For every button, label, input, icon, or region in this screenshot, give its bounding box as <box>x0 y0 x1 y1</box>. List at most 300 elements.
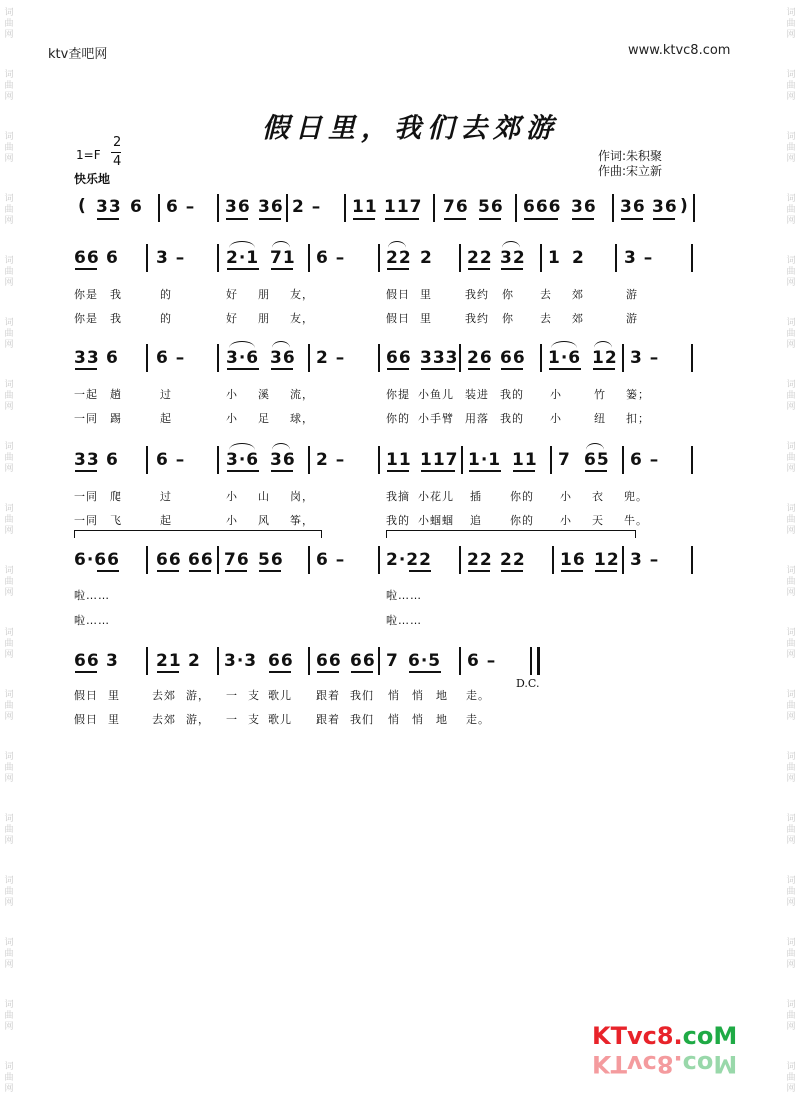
lyric: 小蝈蝈 <box>418 514 454 527</box>
composer-credit: 作曲:宋立新 <box>598 164 663 178</box>
lyric: 我的 <box>500 412 524 425</box>
barline <box>378 446 380 474</box>
note: 7 <box>386 651 399 671</box>
barline <box>552 546 554 574</box>
note: 66 <box>188 550 214 570</box>
intro-note: 36 <box>652 197 678 217</box>
lyric: 飞 <box>110 514 122 527</box>
beam <box>271 368 293 370</box>
logo-text-green: coM <box>682 1022 738 1050</box>
barline <box>217 344 219 372</box>
note: 6·66 <box>74 550 120 570</box>
barline <box>146 546 148 574</box>
lyric: 筝， <box>290 514 314 527</box>
lyric: 小 <box>226 412 238 425</box>
score-line-4 <box>0 530 800 630</box>
watermark-text: 词 曲 网 <box>4 1062 14 1094</box>
watermark-text: 词 曲 网 <box>4 442 14 474</box>
note: 6 – <box>156 450 186 470</box>
lyric: 走。 <box>466 713 490 726</box>
beam <box>501 570 523 572</box>
note: 66 <box>156 550 182 570</box>
final-barline <box>537 647 540 675</box>
lyric: 游 <box>626 288 638 301</box>
beam <box>75 268 97 270</box>
barline <box>158 194 160 222</box>
lyric: 地 <box>436 689 448 702</box>
watermark-text: 词 曲 网 <box>786 752 796 784</box>
barline <box>146 244 148 272</box>
lyric: 一起 <box>74 388 98 401</box>
note: 33 <box>74 348 100 368</box>
beam <box>469 470 501 472</box>
watermark-text: 词 曲 网 <box>786 1000 796 1032</box>
lyric: 球， <box>290 412 314 425</box>
note: 1·1 <box>468 450 502 470</box>
lyric: 好 <box>226 312 238 325</box>
lyric: 一同 <box>74 490 98 503</box>
lyric: 足 <box>258 412 270 425</box>
lyric: 牛。 <box>624 514 648 527</box>
time-signature-bottom: 4 <box>113 154 122 169</box>
lyric: 你是 <box>74 288 98 301</box>
barline <box>146 647 148 675</box>
lyric: 装进 <box>465 388 489 401</box>
watermark-text: 词 曲 网 <box>4 690 14 722</box>
beam <box>75 671 97 673</box>
watermark-text: 词 曲 网 <box>786 318 796 350</box>
note: 2 <box>572 248 585 268</box>
note: 1·6 <box>548 348 582 368</box>
beam <box>513 470 535 472</box>
beam <box>189 570 211 572</box>
lyric: 朋 <box>258 288 270 301</box>
note: 6 – <box>467 651 497 671</box>
barline <box>515 194 517 222</box>
watermark-text: 词 曲 网 <box>4 814 14 846</box>
note: 66 <box>386 348 412 368</box>
watermark-text: 词 曲 网 <box>4 194 14 226</box>
logo-reflection-green: coM <box>682 1050 738 1078</box>
score-line-3 <box>0 442 800 532</box>
beam <box>444 218 466 220</box>
watermark-text: 词 曲 网 <box>4 1000 14 1032</box>
lyric: 去郊 <box>152 689 176 702</box>
lyric: 过 <box>160 388 172 401</box>
watermark-text: 词 曲 网 <box>786 132 796 164</box>
barline <box>540 344 542 372</box>
site-url: www.ktvc8.com <box>628 43 731 58</box>
watermark-text: 词 曲 网 <box>786 938 796 970</box>
note: 22 <box>467 248 493 268</box>
note: 12 <box>594 550 620 570</box>
barline <box>308 446 310 474</box>
note: 3·6 <box>226 450 260 470</box>
beam <box>353 218 375 220</box>
lyric: 起 <box>160 412 172 425</box>
beam <box>468 570 490 572</box>
beam <box>351 671 373 673</box>
note: 2 – <box>316 450 346 470</box>
lyric: 我的 <box>386 514 410 527</box>
note: 2·22 <box>386 550 432 570</box>
score-line-2 <box>0 340 800 430</box>
note: 66 <box>350 651 376 671</box>
slur <box>272 443 290 450</box>
ktvc8-logo[interactable] <box>592 1022 737 1050</box>
note: 2 <box>188 651 201 671</box>
note: 66 <box>500 348 526 368</box>
intro-open-paren: ( <box>78 196 86 216</box>
lyric: 趟 <box>110 388 122 401</box>
lyric: 我 <box>110 288 122 301</box>
beam <box>653 218 675 220</box>
note: 3 – <box>630 550 660 570</box>
note: 6 <box>106 348 119 368</box>
watermark-text: 词 曲 网 <box>4 70 14 102</box>
beam <box>259 570 281 572</box>
beam <box>227 268 259 270</box>
lyric: 好 <box>226 288 238 301</box>
barline <box>622 546 624 574</box>
lyric: 扣； <box>626 412 650 425</box>
intro-close-paren: ) <box>680 196 688 216</box>
beam <box>501 268 523 270</box>
note: 11 <box>512 450 538 470</box>
intro-note: 6 <box>130 197 143 217</box>
beam <box>75 368 97 370</box>
note: 2 <box>420 248 433 268</box>
lyric: 支 <box>248 713 260 726</box>
lyric: 风 <box>258 514 270 527</box>
score-line-5 <box>0 643 800 733</box>
phrase-bracket <box>74 530 322 538</box>
barline <box>691 546 693 574</box>
watermark-text: 词 曲 网 <box>786 876 796 908</box>
watermark-text: 词 曲 网 <box>786 442 796 474</box>
barline <box>459 244 461 272</box>
watermark-text: 词 曲 网 <box>4 752 14 784</box>
beam <box>227 470 259 472</box>
intro-line <box>0 190 800 230</box>
beam <box>97 570 119 572</box>
lyric: 游， <box>186 689 210 702</box>
watermark-text: 词 曲 网 <box>786 504 796 536</box>
lyric: 地 <box>436 713 448 726</box>
barline <box>622 446 624 474</box>
lyric: 朋 <box>258 312 270 325</box>
lyric: 一 <box>226 689 238 702</box>
score-line-1 <box>0 240 800 330</box>
intro-note: 36 <box>225 197 251 217</box>
lyric: 里 <box>420 288 432 301</box>
barline <box>217 647 219 675</box>
note: 56 <box>258 550 284 570</box>
beam <box>524 218 558 220</box>
note: 6 <box>106 248 119 268</box>
note: 6 – <box>316 248 346 268</box>
lyric: 啦…… <box>386 589 422 602</box>
intro-note: 33 <box>96 197 122 217</box>
note: 6 <box>106 450 119 470</box>
site-name: ktv查吧网 <box>48 47 108 62</box>
lyric: 岗， <box>290 490 314 503</box>
lyric: 篓； <box>626 388 650 401</box>
barline <box>691 244 693 272</box>
note: 3 – <box>156 248 186 268</box>
note: 6 – <box>630 450 660 470</box>
lyric: 悄 <box>388 713 400 726</box>
watermark-text: 词 曲 网 <box>4 628 14 660</box>
lyric: 起 <box>160 514 172 527</box>
lyric: 假日 <box>386 288 410 301</box>
barline <box>693 194 695 222</box>
slur <box>272 241 290 248</box>
da-capo-mark: D.C. <box>516 677 540 690</box>
lyric: 我们 <box>350 689 374 702</box>
intro-note: 6 – <box>166 197 196 217</box>
intro-note: 36 <box>258 197 284 217</box>
lyric: 里 <box>420 312 432 325</box>
watermark-text: 词 曲 网 <box>4 938 14 970</box>
watermark-text: 词 曲 网 <box>4 256 14 288</box>
watermark-text: 词 曲 网 <box>786 256 796 288</box>
barline <box>378 546 380 574</box>
note: 26 <box>467 348 493 368</box>
lyric: 里 <box>108 713 120 726</box>
lyric: 的 <box>160 312 172 325</box>
intro-note: 2 – <box>292 197 322 217</box>
watermark-text: 词 曲 网 <box>786 8 796 40</box>
lyric: 郊 <box>572 312 584 325</box>
intro-note: 36 <box>571 197 597 217</box>
barline <box>378 647 380 675</box>
barline <box>622 344 624 372</box>
note: 6 – <box>156 348 186 368</box>
beam <box>227 368 259 370</box>
lyric: 假日 <box>74 713 98 726</box>
lyric: 踢 <box>110 412 122 425</box>
lyric: 游， <box>186 713 210 726</box>
beam <box>387 368 409 370</box>
lyric: 小手臂 <box>418 412 454 425</box>
barline <box>308 244 310 272</box>
beam <box>157 671 179 673</box>
lyric: 你的 <box>510 514 534 527</box>
beam <box>549 368 581 370</box>
lyric: 一同 <box>74 412 98 425</box>
note: 66 <box>268 651 294 671</box>
slur <box>229 341 255 348</box>
barline <box>217 244 219 272</box>
beam <box>409 671 441 673</box>
note: 6·5 <box>408 651 442 671</box>
barline <box>308 546 310 574</box>
note: 117 <box>420 450 459 470</box>
lyric: 我摘 <box>386 490 410 503</box>
lyricist-credit: 作词:朱积聚 <box>598 149 663 163</box>
lyric: 小鱼儿 <box>418 388 454 401</box>
lyric: 的 <box>160 288 172 301</box>
note: 36 <box>270 450 296 470</box>
lyric: 流， <box>290 388 314 401</box>
watermark-text: 词 曲 网 <box>4 380 14 412</box>
lyric: 小 <box>226 490 238 503</box>
lyric: 小 <box>560 490 572 503</box>
watermark-text: 词 曲 网 <box>4 318 14 350</box>
time-signature-line <box>111 152 121 153</box>
beam <box>226 218 248 220</box>
note: 66 <box>74 248 100 268</box>
intro-note: 56 <box>478 197 504 217</box>
lyric: 纽 <box>594 412 606 425</box>
slur <box>551 341 577 348</box>
beam <box>225 570 247 572</box>
watermark-text: 词 曲 网 <box>4 566 14 598</box>
lyric: 假日 <box>74 689 98 702</box>
song-title: 假日里，我们去郊游 <box>262 113 559 144</box>
watermark-text: 词 曲 网 <box>4 876 14 908</box>
logo-text-red: KTvc8. <box>592 1022 683 1050</box>
barline <box>378 244 380 272</box>
watermark-text: 词 曲 网 <box>786 628 796 660</box>
lyric: 跟着 <box>316 689 340 702</box>
beam <box>468 368 490 370</box>
note: 66 <box>316 651 342 671</box>
lyric: 去郊 <box>152 713 176 726</box>
lyric: 山 <box>258 490 270 503</box>
note: 16 <box>560 550 586 570</box>
watermark-text: 词 曲 网 <box>4 504 14 536</box>
barline <box>550 446 552 474</box>
note: 32 <box>500 248 526 268</box>
barline <box>433 194 435 222</box>
watermark-text: 词 曲 网 <box>786 690 796 722</box>
beam <box>387 470 409 472</box>
note: 7 <box>558 450 571 470</box>
lyric: 一 <box>226 713 238 726</box>
barline <box>459 344 461 372</box>
note: 2·1 <box>226 248 260 268</box>
beam <box>259 218 281 220</box>
lyric: 我约 <box>465 288 489 301</box>
logo-reflection-red: KTvc8. <box>592 1050 683 1078</box>
lyric: 假日 <box>386 312 410 325</box>
beam <box>585 470 607 472</box>
barline <box>344 194 346 222</box>
watermark-text: 词 曲 网 <box>786 566 796 598</box>
beam <box>387 268 409 270</box>
lyric: 小 <box>560 514 572 527</box>
lyric: 你提 <box>386 388 410 401</box>
note: 36 <box>270 348 296 368</box>
barline <box>459 546 461 574</box>
barline <box>217 194 219 222</box>
intro-note: 117 <box>384 197 423 217</box>
lyric: 啦…… <box>386 614 422 627</box>
lyric: 跟着 <box>316 713 340 726</box>
beam <box>97 218 119 220</box>
note: 3·3 <box>224 651 258 671</box>
barline <box>286 194 288 222</box>
note: 65 <box>584 450 610 470</box>
lyric: 悄 <box>412 713 424 726</box>
slur <box>229 241 255 248</box>
lyric: 啦…… <box>74 589 110 602</box>
beam <box>409 570 431 572</box>
slur <box>586 443 604 450</box>
tempo-marking: 快乐地 <box>74 172 111 186</box>
watermark-text: 词 曲 网 <box>4 132 14 164</box>
beam <box>385 218 419 220</box>
beam <box>595 570 617 572</box>
note: 22 <box>500 550 526 570</box>
note: 3·6 <box>226 348 260 368</box>
lyric: 小 <box>226 388 238 401</box>
watermark-text: 词 曲 网 <box>4 8 14 40</box>
lyric: 一同 <box>74 514 98 527</box>
note: 3 – <box>624 248 654 268</box>
lyric: 悄 <box>412 689 424 702</box>
barline <box>146 446 148 474</box>
beam <box>317 671 339 673</box>
slur <box>388 241 406 248</box>
lyric: 歌儿 <box>268 713 292 726</box>
watermark-text: 词 曲 网 <box>786 70 796 102</box>
barline <box>461 446 463 474</box>
beam <box>468 268 490 270</box>
intro-note: 36 <box>620 197 646 217</box>
lyric: 插 <box>470 490 482 503</box>
watermark-text: 词 曲 网 <box>786 814 796 846</box>
lyric: 我约 <box>465 312 489 325</box>
barline <box>691 344 693 372</box>
beam <box>75 470 97 472</box>
lyric: 小 <box>226 514 238 527</box>
lyric: 支 <box>248 689 260 702</box>
lyric: 里 <box>108 689 120 702</box>
barline <box>691 446 693 474</box>
note: 2 – <box>316 348 346 368</box>
lyric: 你 <box>502 312 514 325</box>
watermark-text: 词 曲 网 <box>786 380 796 412</box>
lyric: 友， <box>290 312 314 325</box>
note: 22 <box>467 550 493 570</box>
barline <box>612 194 614 222</box>
lyric: 你是 <box>74 312 98 325</box>
barline <box>308 647 310 675</box>
lyric: 你 <box>502 288 514 301</box>
barline <box>530 647 532 675</box>
beam <box>269 671 291 673</box>
note: 21 <box>156 651 182 671</box>
intro-note: 11 <box>352 197 378 217</box>
lyric: 友， <box>290 288 314 301</box>
barline <box>146 344 148 372</box>
lyric: 小 <box>550 412 562 425</box>
note: 3 <box>106 651 119 671</box>
lyric: 歌儿 <box>268 689 292 702</box>
note: 12 <box>592 348 618 368</box>
lyric: 兜。 <box>624 490 648 503</box>
lyric: 用落 <box>465 412 489 425</box>
barline <box>378 344 380 372</box>
phrase-bracket <box>386 530 636 538</box>
note: 333 <box>420 348 459 368</box>
lyric: 衣 <box>592 490 604 503</box>
note: 76 <box>224 550 250 570</box>
slur <box>272 341 290 348</box>
